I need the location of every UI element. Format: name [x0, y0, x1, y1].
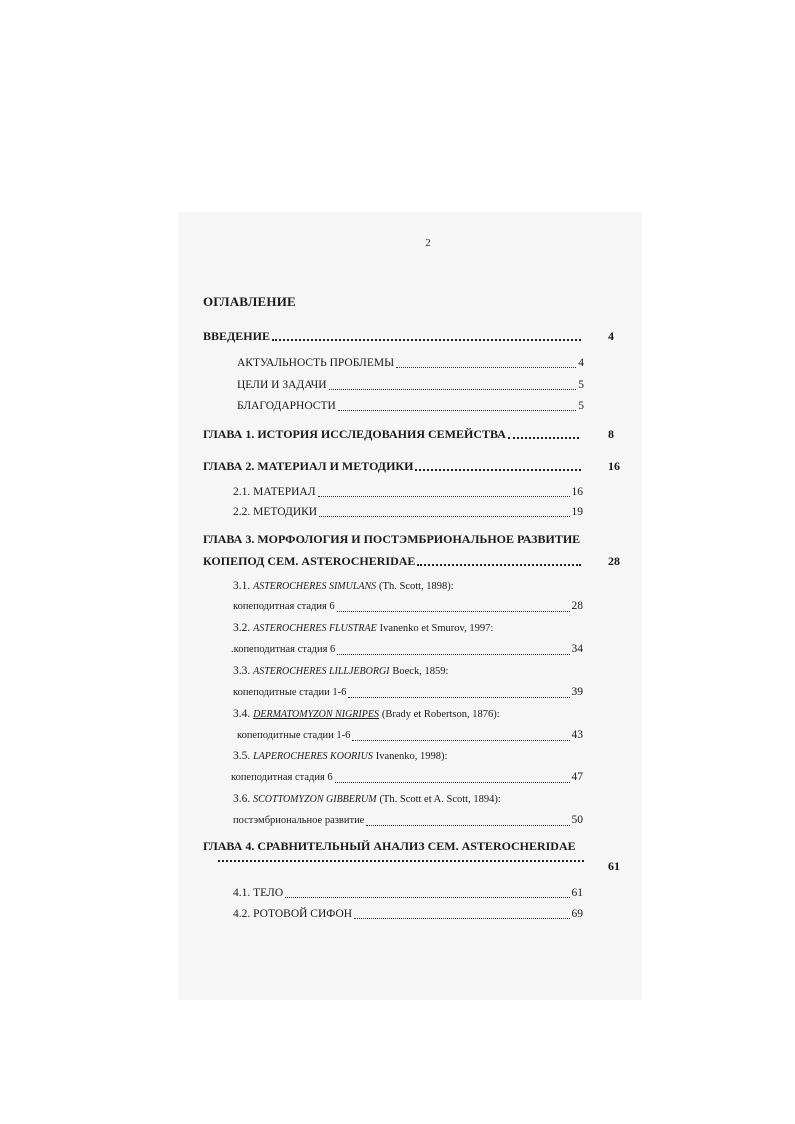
toc-entry-taxon: DERMATOMYZON NIGRIPES: [253, 709, 379, 720]
toc-entry-number: 3.4.: [233, 708, 251, 720]
toc-entry-3-2-sub[interactable]: [231, 641, 583, 658]
toc-entry-chapter-2[interactable]: [203, 458, 583, 474]
toc-entry-3-1[interactable]: [233, 578, 454, 595]
toc-entry-3-4-sub[interactable]: [237, 727, 583, 744]
toc-entry-label: 4.2. РОТОВОЙ СИФОН: [233, 908, 353, 920]
toc-entry-acknowledgements[interactable]: [237, 398, 584, 414]
toc-entry-label: копеподитные стадии 1-6: [237, 730, 351, 741]
leader-dots: [352, 740, 569, 741]
toc-entry-3-5-sub[interactable]: [231, 769, 583, 786]
toc-entry-label: ГЛАВА 1. ИСТОРИЯ ИССЛЕДОВАНИЯ СЕМЕЙСТВА: [203, 427, 506, 441]
leader-dots: [354, 918, 569, 919]
toc-entry-chapter-4[interactable]: ГЛАВА 4. СРАВНИТЕЛЬНЫЙ АНАЛИЗ СЕМ. ASTEROCHERIDAE: [203, 839, 576, 853]
toc-entry-page: 69: [571, 908, 583, 920]
leader-dots: [337, 654, 569, 655]
toc-entry-3-3[interactable]: [233, 663, 448, 680]
leader-dots: [508, 437, 579, 439]
toc-entry-label: 2.2. МЕТОДИКИ: [233, 506, 318, 518]
leader-dots: [272, 339, 581, 341]
toc-entry-label: копеподитная стадия 6: [233, 601, 335, 612]
toc-entry-3-6-sub[interactable]: [233, 812, 583, 829]
leader-dots: [366, 825, 569, 826]
toc-entry-number: 3.5.: [233, 750, 251, 762]
toc-entry-number: 3.3.: [233, 665, 251, 677]
toc-entry-page: 5: [578, 400, 584, 412]
toc-entry-3-1-sub[interactable]: [233, 598, 583, 615]
toc-entry-3-5[interactable]: [233, 748, 447, 765]
toc-entry-3-6[interactable]: [233, 791, 501, 808]
toc-entry-3-2[interactable]: [233, 620, 493, 637]
toc-entry-chapter-4-leader: [216, 860, 586, 865]
toc-entry-author: (Brady et Robertson, 1876):: [381, 709, 500, 720]
toc-entry-page: 47: [571, 771, 583, 783]
leader-dots: [285, 897, 569, 898]
toc-entry-page: 5: [578, 379, 584, 391]
toc-entry-page: 16: [571, 486, 583, 498]
toc-title: ОГЛАВЛЕНИЕ: [203, 294, 296, 309]
toc-entry-label: ГЛАВА 2. МАТЕРИАЛ И МЕТОДИКИ: [203, 459, 414, 473]
toc-entry-page: 50: [571, 814, 583, 826]
toc-entry-label: .копеподитная стадия 6: [231, 644, 336, 655]
toc-entry-taxon: SCOTTOMYZON GIBBERUM: [253, 794, 377, 805]
toc-entry-number: 3.6.: [233, 793, 251, 805]
toc-entry-label: ЦЕЛИ И ЗАДАЧИ: [237, 379, 327, 391]
leader-dots: [337, 611, 570, 612]
toc-entry-label: ВВЕДЕНИЕ: [203, 329, 270, 343]
toc-entry-4-1[interactable]: [233, 885, 583, 901]
toc-entry-page: 61: [571, 887, 583, 899]
leader-dots: [319, 516, 569, 517]
toc-entry-number: 3.2.: [233, 622, 251, 634]
leader-dots: [417, 564, 581, 566]
toc-entry-page: 43: [571, 729, 583, 741]
toc-entry-taxon: ASTEROCHERES SIMULANS: [253, 581, 377, 592]
toc-entry-3-3-sub[interactable]: [233, 684, 583, 701]
toc-entry-taxon: ASTEROCHERES FLUSTRAE: [253, 623, 377, 634]
leader-dots: [396, 367, 576, 368]
page-number: 2: [425, 237, 431, 249]
leader-dots: [329, 389, 577, 390]
toc-entry-chapter-1[interactable]: [203, 426, 581, 442]
toc-entry-page: 28: [608, 554, 620, 568]
toc-entry-taxon: LAPEROCHERES KOORIUS: [253, 751, 373, 762]
leader-dots: [348, 697, 569, 698]
toc-entry-chapter-3-line-1[interactable]: ГЛАВА 3. МОРФОЛОГИЯ И ПОСТЭМБРИОНАЛЬНОЕ РАЗВИТИЕ: [203, 532, 581, 546]
leader-dots: [318, 496, 570, 497]
toc-entry-2-1[interactable]: [233, 484, 583, 500]
toc-entry-page: 4: [578, 357, 584, 369]
toc-entry-page: 4: [608, 329, 614, 343]
leader-dots: [335, 782, 570, 783]
toc-entry-2-2[interactable]: [233, 504, 583, 520]
toc-entry-page: 8: [608, 427, 614, 441]
toc-entry-label: постэмбриональное развитие: [233, 815, 365, 826]
toc-entry-page: 16: [608, 459, 620, 473]
leader-dots: [415, 469, 581, 471]
toc-entry-page: 39: [571, 686, 583, 698]
toc-entry-label: 2.1. МАТЕРИАЛ: [233, 486, 316, 498]
toc-entry-label: БЛАГОДАРНОСТИ: [237, 400, 336, 412]
toc-entry-taxon: ASTEROCHERES LILLJEBORGI: [253, 666, 390, 677]
toc-entry-4-2[interactable]: [233, 906, 583, 922]
toc-entry-author: Ivanenko, 1998):: [375, 751, 448, 762]
toc-entry-author: Ivanenko et Smurov, 1997:: [379, 623, 494, 634]
toc-entry-number: 3.1.: [233, 580, 251, 592]
toc-entry-page: 28: [571, 600, 583, 612]
toc-entry-page: 19: [571, 506, 583, 518]
toc-entry-label: АКТУАЛЬНОСТЬ ПРОБЛЕМЫ: [237, 357, 395, 369]
toc-entry-label: копеподитные стадии 1-6: [233, 687, 347, 698]
toc-entry-3-4[interactable]: [233, 706, 500, 723]
toc-entry-label: КОПЕПОД СЕМ. ASTEROCHERIDAE: [203, 554, 416, 568]
leader-dots: [218, 860, 584, 862]
toc-entry-chapter-3[interactable]: [203, 553, 583, 569]
toc-entry-page: 34: [571, 643, 583, 655]
toc-entry-label: 4.1. ТЕЛО: [233, 887, 284, 899]
toc-entry-relevance[interactable]: [237, 355, 584, 371]
toc-entry-author: (Th. Scott, 1898):: [379, 581, 454, 592]
toc-entry-author: Boeck, 1859:: [392, 666, 449, 677]
toc-entry-label: копеподитная стадия 6: [231, 772, 333, 783]
toc-entry-intro[interactable]: [203, 328, 583, 344]
toc-entry-goals[interactable]: [237, 377, 584, 393]
toc-entry-page: 61: [608, 859, 620, 873]
leader-dots: [338, 410, 576, 411]
toc-entry-author: (Th. Scott et A. Scott, 1894):: [379, 794, 501, 805]
